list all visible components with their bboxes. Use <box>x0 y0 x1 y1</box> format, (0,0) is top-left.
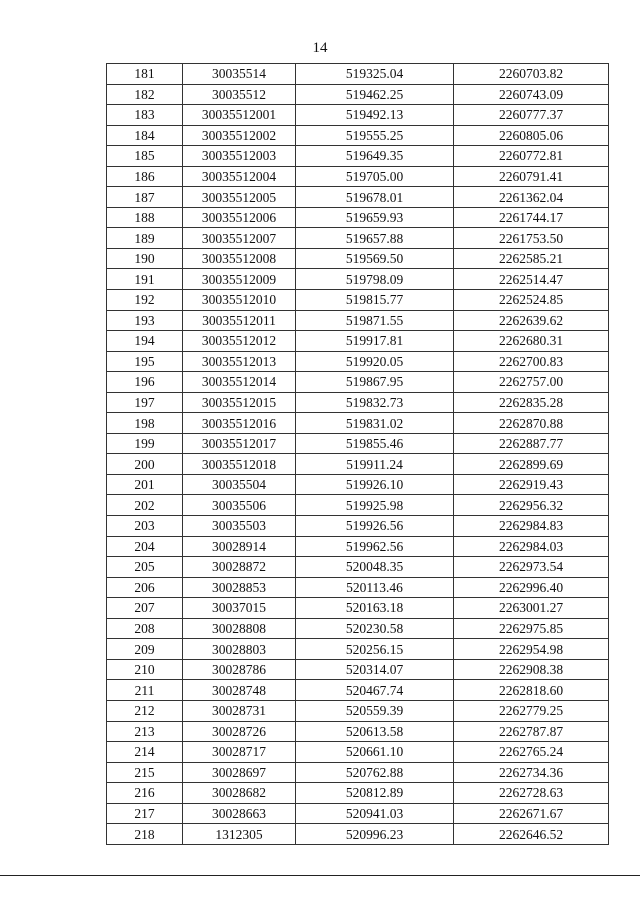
point-id-cell: 30028726 <box>183 721 296 742</box>
x-coordinate-cell: 519657.88 <box>296 228 454 249</box>
point-id-cell: 30035504 <box>183 474 296 495</box>
index-cell: 182 <box>107 84 183 105</box>
table-row <box>107 598 609 619</box>
index-cell: 207 <box>107 598 183 619</box>
x-coordinate-cell: 519911.24 <box>296 454 454 475</box>
index-cell: 208 <box>107 618 183 639</box>
index-cell: 196 <box>107 372 183 393</box>
y-coordinate-cell: 2262680.31 <box>454 331 609 352</box>
y-coordinate-cell: 2262887.77 <box>454 433 609 454</box>
y-coordinate-cell: 2262975.85 <box>454 618 609 639</box>
x-coordinate-cell: 520996.23 <box>296 824 454 845</box>
table-row <box>107 290 609 311</box>
point-id-cell: 30035506 <box>183 495 296 516</box>
y-coordinate-cell: 2262919.43 <box>454 474 609 495</box>
point-id-cell: 30035512005 <box>183 187 296 208</box>
table-row <box>107 187 609 208</box>
table-row <box>107 166 609 187</box>
y-coordinate-cell: 2262787.87 <box>454 721 609 742</box>
y-coordinate-cell: 2262646.52 <box>454 824 609 845</box>
point-id-cell: 30028731 <box>183 700 296 721</box>
point-id-cell: 30035512007 <box>183 228 296 249</box>
table-row <box>107 207 609 228</box>
y-coordinate-cell: 2262639.62 <box>454 310 609 331</box>
table-body <box>107 64 609 845</box>
y-coordinate-cell: 2262524.85 <box>454 290 609 311</box>
y-coordinate-cell: 2262956.32 <box>454 495 609 516</box>
x-coordinate-cell: 519926.10 <box>296 474 454 495</box>
point-id-cell: 30035512010 <box>183 290 296 311</box>
point-id-cell: 30028803 <box>183 639 296 660</box>
y-coordinate-cell: 2262835.28 <box>454 392 609 413</box>
table-row <box>107 742 609 763</box>
table-row <box>107 269 609 290</box>
y-coordinate-cell: 2262973.54 <box>454 557 609 578</box>
point-id-cell: 30035514 <box>183 64 296 85</box>
y-coordinate-cell: 2260703.82 <box>454 64 609 85</box>
page-number: 14 <box>312 40 328 56</box>
x-coordinate-cell: 519462.25 <box>296 84 454 105</box>
y-coordinate-cell: 2260777.37 <box>454 105 609 126</box>
table-row <box>107 372 609 393</box>
table-row <box>107 618 609 639</box>
index-cell: 199 <box>107 433 183 454</box>
table-row <box>107 803 609 824</box>
x-coordinate-cell: 520762.88 <box>296 762 454 783</box>
table-row <box>107 228 609 249</box>
table-row <box>107 762 609 783</box>
table-row <box>107 454 609 475</box>
y-coordinate-cell: 2262818.60 <box>454 680 609 701</box>
index-cell: 212 <box>107 700 183 721</box>
point-id-cell: 30035512008 <box>183 248 296 269</box>
point-id-cell: 30035512014 <box>183 372 296 393</box>
y-coordinate-cell: 2262700.83 <box>454 351 609 372</box>
y-coordinate-cell: 2262514.47 <box>454 269 609 290</box>
x-coordinate-cell: 519962.56 <box>296 536 454 557</box>
y-coordinate-cell: 2262984.03 <box>454 536 609 557</box>
table-row <box>107 331 609 352</box>
point-id-cell: 30028853 <box>183 577 296 598</box>
x-coordinate-cell: 519649.35 <box>296 146 454 167</box>
y-coordinate-cell: 2262954.98 <box>454 639 609 660</box>
index-cell: 218 <box>107 824 183 845</box>
table-row <box>107 64 609 85</box>
table-row <box>107 495 609 516</box>
point-id-cell: 30028914 <box>183 536 296 557</box>
y-coordinate-cell: 2261744.17 <box>454 207 609 228</box>
x-coordinate-cell: 519867.95 <box>296 372 454 393</box>
x-coordinate-cell: 519855.46 <box>296 433 454 454</box>
table-row <box>107 700 609 721</box>
point-id-cell: 30035512012 <box>183 331 296 352</box>
point-id-cell: 1312305 <box>183 824 296 845</box>
point-id-cell: 30028663 <box>183 803 296 824</box>
point-id-cell: 30035512011 <box>183 310 296 331</box>
x-coordinate-cell: 519832.73 <box>296 392 454 413</box>
x-coordinate-cell: 520256.15 <box>296 639 454 660</box>
point-id-cell: 30035512016 <box>183 413 296 434</box>
y-coordinate-cell: 2260791.41 <box>454 166 609 187</box>
coordinates-table <box>106 63 609 845</box>
index-cell: 194 <box>107 331 183 352</box>
index-cell: 197 <box>107 392 183 413</box>
y-coordinate-cell: 2262984.83 <box>454 516 609 537</box>
x-coordinate-cell: 519917.81 <box>296 331 454 352</box>
index-cell: 217 <box>107 803 183 824</box>
table-row <box>107 659 609 680</box>
table-row <box>107 721 609 742</box>
table-row <box>107 474 609 495</box>
index-cell: 187 <box>107 187 183 208</box>
y-coordinate-cell: 2263001.27 <box>454 598 609 619</box>
index-cell: 193 <box>107 310 183 331</box>
index-cell: 191 <box>107 269 183 290</box>
point-id-cell: 30035512006 <box>183 207 296 228</box>
table-row <box>107 536 609 557</box>
table-row <box>107 105 609 126</box>
point-id-cell: 30035503 <box>183 516 296 537</box>
table-row <box>107 783 609 804</box>
index-cell: 204 <box>107 536 183 557</box>
x-coordinate-cell: 519555.25 <box>296 125 454 146</box>
point-id-cell: 30037015 <box>183 598 296 619</box>
point-id-cell: 30028697 <box>183 762 296 783</box>
y-coordinate-cell: 2262585.21 <box>454 248 609 269</box>
x-coordinate-cell: 520559.39 <box>296 700 454 721</box>
table-row <box>107 310 609 331</box>
point-id-cell: 30028808 <box>183 618 296 639</box>
point-id-cell: 30028872 <box>183 557 296 578</box>
point-id-cell: 30035512 <box>183 84 296 105</box>
index-cell: 185 <box>107 146 183 167</box>
index-cell: 195 <box>107 351 183 372</box>
index-cell: 215 <box>107 762 183 783</box>
x-coordinate-cell: 520661.10 <box>296 742 454 763</box>
index-cell: 213 <box>107 721 183 742</box>
index-cell: 190 <box>107 248 183 269</box>
index-cell: 216 <box>107 783 183 804</box>
y-coordinate-cell: 2262734.36 <box>454 762 609 783</box>
y-coordinate-cell: 2260805.06 <box>454 125 609 146</box>
y-coordinate-cell: 2262908.38 <box>454 659 609 680</box>
x-coordinate-cell: 519815.77 <box>296 290 454 311</box>
x-coordinate-cell: 520467.74 <box>296 680 454 701</box>
y-coordinate-cell: 2260772.81 <box>454 146 609 167</box>
point-id-cell: 30035512017 <box>183 433 296 454</box>
index-cell: 188 <box>107 207 183 228</box>
point-id-cell: 30028717 <box>183 742 296 763</box>
table-row <box>107 680 609 701</box>
table-row <box>107 433 609 454</box>
x-coordinate-cell: 519659.93 <box>296 207 454 228</box>
x-coordinate-cell: 520163.18 <box>296 598 454 619</box>
point-id-cell: 30035512002 <box>183 125 296 146</box>
point-id-cell: 30035512001 <box>183 105 296 126</box>
y-coordinate-cell: 2262671.67 <box>454 803 609 824</box>
index-cell: 189 <box>107 228 183 249</box>
x-coordinate-cell: 519925.98 <box>296 495 454 516</box>
table-row <box>107 516 609 537</box>
index-cell: 184 <box>107 125 183 146</box>
point-id-cell: 30035512013 <box>183 351 296 372</box>
table-row <box>107 125 609 146</box>
table-row <box>107 577 609 598</box>
point-id-cell: 30035512004 <box>183 166 296 187</box>
y-coordinate-cell: 2262996.40 <box>454 577 609 598</box>
index-cell: 202 <box>107 495 183 516</box>
x-coordinate-cell: 519920.05 <box>296 351 454 372</box>
index-cell: 205 <box>107 557 183 578</box>
index-cell: 183 <box>107 105 183 126</box>
point-id-cell: 30028748 <box>183 680 296 701</box>
y-coordinate-cell: 2262899.69 <box>454 454 609 475</box>
point-id-cell: 30028786 <box>183 659 296 680</box>
index-cell: 198 <box>107 413 183 434</box>
x-coordinate-cell: 520613.58 <box>296 721 454 742</box>
x-coordinate-cell: 519831.02 <box>296 413 454 434</box>
x-coordinate-cell: 519926.56 <box>296 516 454 537</box>
point-id-cell: 30035512009 <box>183 269 296 290</box>
y-coordinate-cell: 2260743.09 <box>454 84 609 105</box>
table-row <box>107 392 609 413</box>
x-coordinate-cell: 520230.58 <box>296 618 454 639</box>
x-coordinate-cell: 519325.04 <box>296 64 454 85</box>
x-coordinate-cell: 519871.55 <box>296 310 454 331</box>
table-row <box>107 248 609 269</box>
table-row <box>107 413 609 434</box>
index-cell: 192 <box>107 290 183 311</box>
table-row <box>107 557 609 578</box>
x-coordinate-cell: 519705.00 <box>296 166 454 187</box>
point-id-cell: 30035512003 <box>183 146 296 167</box>
table-row <box>107 84 609 105</box>
y-coordinate-cell: 2261362.04 <box>454 187 609 208</box>
x-coordinate-cell: 519678.01 <box>296 187 454 208</box>
x-coordinate-cell: 520941.03 <box>296 803 454 824</box>
point-id-cell: 30035512015 <box>183 392 296 413</box>
table-row <box>107 146 609 167</box>
table-row <box>107 639 609 660</box>
y-coordinate-cell: 2262757.00 <box>454 372 609 393</box>
y-coordinate-cell: 2261753.50 <box>454 228 609 249</box>
y-coordinate-cell: 2262765.24 <box>454 742 609 763</box>
index-cell: 181 <box>107 64 183 85</box>
index-cell: 200 <box>107 454 183 475</box>
x-coordinate-cell: 520812.89 <box>296 783 454 804</box>
point-id-cell: 30035512018 <box>183 454 296 475</box>
index-cell: 203 <box>107 516 183 537</box>
x-coordinate-cell: 519798.09 <box>296 269 454 290</box>
table-row <box>107 351 609 372</box>
y-coordinate-cell: 2262728.63 <box>454 783 609 804</box>
index-cell: 211 <box>107 680 183 701</box>
index-cell: 214 <box>107 742 183 763</box>
point-id-cell: 30028682 <box>183 783 296 804</box>
y-coordinate-cell: 2262779.25 <box>454 700 609 721</box>
y-coordinate-cell: 2262870.88 <box>454 413 609 434</box>
x-coordinate-cell: 520048.35 <box>296 557 454 578</box>
index-cell: 206 <box>107 577 183 598</box>
x-coordinate-cell: 519492.13 <box>296 105 454 126</box>
index-cell: 201 <box>107 474 183 495</box>
index-cell: 210 <box>107 659 183 680</box>
x-coordinate-cell: 520113.46 <box>296 577 454 598</box>
table-row <box>107 824 609 845</box>
x-coordinate-cell: 519569.50 <box>296 248 454 269</box>
x-coordinate-cell: 520314.07 <box>296 659 454 680</box>
footer-divider <box>0 875 640 876</box>
index-cell: 186 <box>107 166 183 187</box>
index-cell: 209 <box>107 639 183 660</box>
